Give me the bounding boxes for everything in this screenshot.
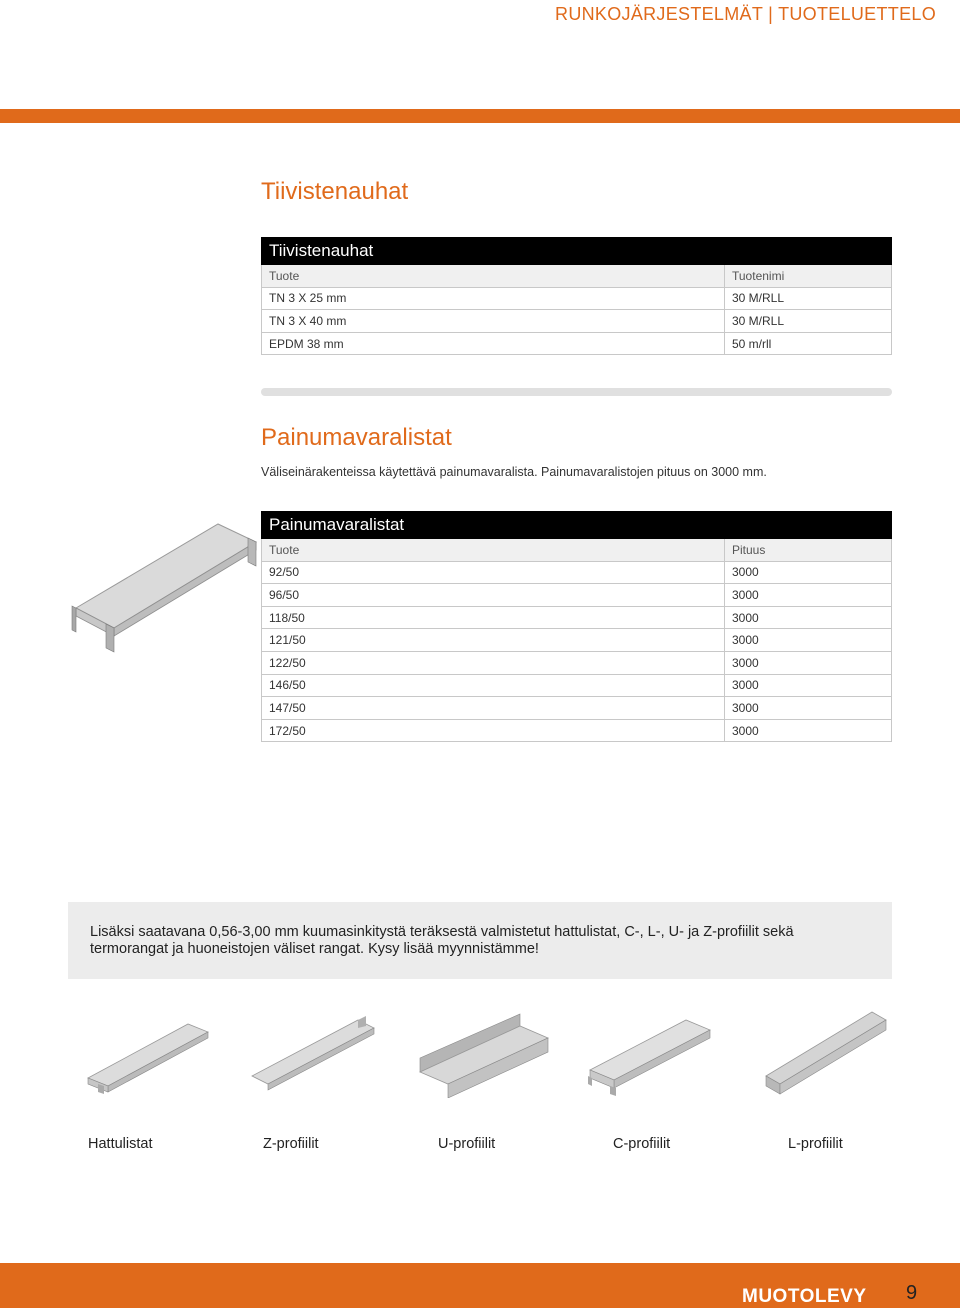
table-caption: Tiivistenauhat (262, 238, 892, 265)
note-line-1: Lisäksi saatavana 0,56-3,00 mm kuumasinkitystä teräksestä valmistetut hattulistat, C-, L-, U- ja Z-profiilit sekä (90, 924, 794, 940)
column-header-tuotenimi: Tuotenimi (725, 265, 892, 288)
table-cell: 3000 (725, 561, 892, 584)
table-cell: 3000 (725, 697, 892, 720)
painumavaralistat-table (261, 511, 892, 742)
table-header-row (262, 539, 892, 562)
column-header-tuote: Tuote (262, 265, 725, 288)
table-cell: 3000 (725, 674, 892, 697)
additional-products-note (68, 902, 892, 979)
table-row (262, 674, 892, 697)
table-cell: 172/50 (262, 719, 725, 742)
table-row (262, 651, 892, 674)
z-profile-icon (246, 1012, 381, 1096)
page-number: 9 (906, 1282, 918, 1304)
table-cell: 146/50 (262, 674, 725, 697)
document-header-title: RUNKOJÄRJESTELMÄT | TUOTELUETTELO (555, 4, 936, 24)
profile-label-hattulistat: Hattulistat (88, 1136, 153, 1152)
table-header-row (262, 265, 892, 288)
c-profile-icon (584, 1014, 716, 1098)
table-row (262, 584, 892, 607)
table-row (262, 310, 892, 333)
profile-label-u-profiilit: U-profiilit (438, 1136, 496, 1152)
table-caption: Painumavaralistat (262, 512, 892, 539)
section-divider (261, 388, 892, 396)
column-header-pituus: Pituus (725, 539, 892, 562)
note-line-2: termorangat ja huoneistojen väliset rangat. Kysy lisää myynnistämme! (90, 941, 539, 957)
table-row (262, 629, 892, 652)
table-row (262, 697, 892, 720)
u-profile-icon (416, 1012, 552, 1098)
table-cell: 122/50 (262, 651, 725, 674)
section-subtitle: Väliseinärakenteissa käytettävä painumavaralista. Painumavaralistojen pituus on 3000 mm. (261, 465, 767, 479)
table-cell: 121/50 (262, 629, 725, 652)
table-cell: 3000 (725, 651, 892, 674)
table-cell: 3000 (725, 584, 892, 607)
muotolevy-logo: MUOTOLEVY (742, 1286, 867, 1307)
table-cell: 30 M/RLL (725, 287, 892, 310)
column-header-tuote: Tuote (262, 539, 725, 562)
table-cell: TN 3 X 40 mm (262, 310, 725, 333)
table-row (262, 287, 892, 310)
table-cell: 50 m/rll (725, 332, 892, 355)
table-row (262, 719, 892, 742)
table-row (262, 332, 892, 355)
table-row (262, 561, 892, 584)
table-cell: 118/50 (262, 606, 725, 629)
table-cell: 147/50 (262, 697, 725, 720)
l-profile-icon (760, 1006, 890, 1096)
table-cell: EPDM 38 mm (262, 332, 725, 355)
profile-label-l-profiilit: L-profiilit (788, 1136, 843, 1152)
tiivistenauhat-table (261, 237, 892, 355)
deflection-profile-icon (68, 520, 263, 655)
profile-label-c-profiilit: C-profiilit (613, 1136, 671, 1152)
table-cell: 3000 (725, 629, 892, 652)
table-cell: TN 3 X 25 mm (262, 287, 725, 310)
table-cell: 3000 (725, 606, 892, 629)
section-title-painumavaralistat: Painumavaralistat (261, 424, 452, 451)
section-title-tiivistenauhat: Tiivistenauhat (261, 178, 409, 205)
table-cell: 96/50 (262, 584, 725, 607)
table-cell: 30 M/RLL (725, 310, 892, 333)
table-cell: 92/50 (262, 561, 725, 584)
top-accent-bar (0, 109, 960, 123)
hat-profile-icon (84, 1018, 214, 1096)
table-cell: 3000 (725, 719, 892, 742)
profile-label-z-profiilit: Z-profiilit (263, 1136, 319, 1152)
table-row (262, 606, 892, 629)
